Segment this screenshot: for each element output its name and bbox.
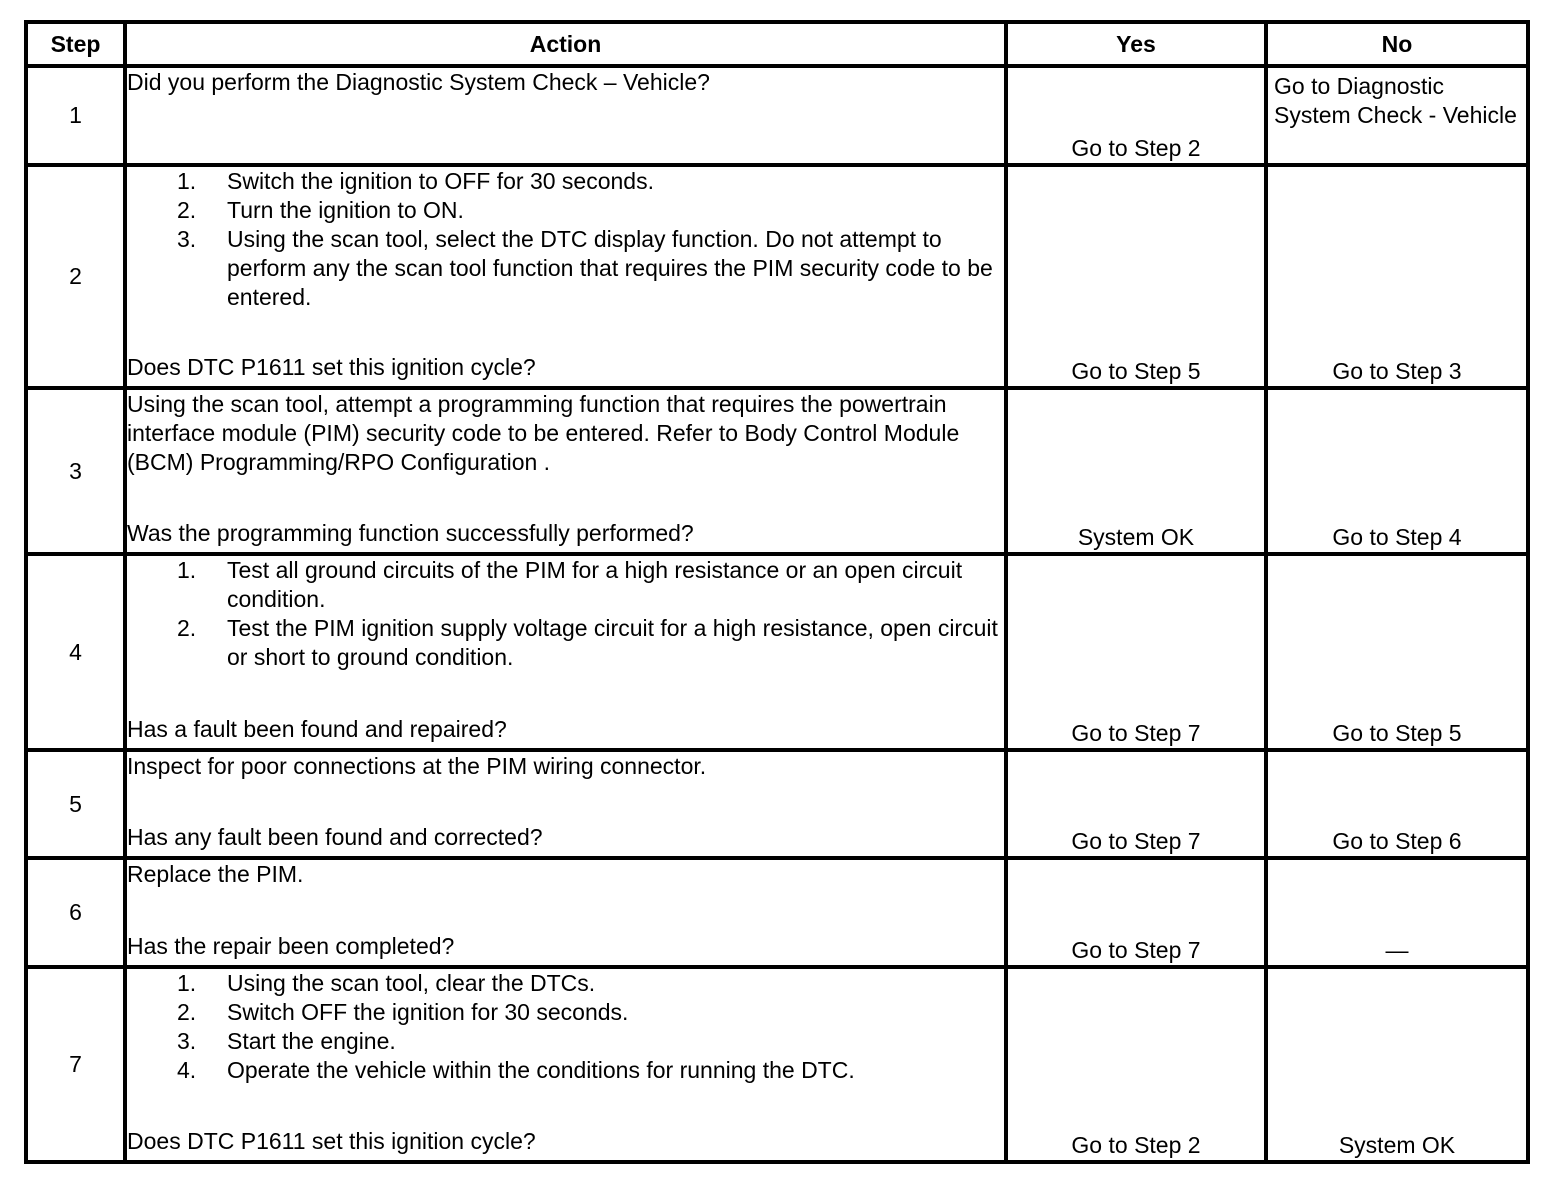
table-row <box>26 165 1528 388</box>
table-row <box>26 554 1528 750</box>
action-cell <box>125 750 1006 858</box>
yes-cell: Go to Step 2 <box>1006 66 1266 165</box>
list-item: 4. Operate the vehicle within the conditions for running the DTC. <box>177 1057 855 1083</box>
no-cell: Go to Step 4 <box>1266 388 1528 554</box>
step-number: 7 <box>26 967 125 1162</box>
header-no: No <box>1266 22 1528 66</box>
header-step: Step <box>26 22 125 66</box>
list-item: 2. Turn the ignition to ON. <box>177 197 464 223</box>
list-item: 1. Test all ground circuits of the PIM for a high resistance or an open circuit condition. <box>177 557 963 612</box>
step-number: 5 <box>26 750 125 858</box>
action-cell <box>125 388 1006 554</box>
action-cell <box>125 967 1006 1162</box>
header-action: Action <box>125 22 1006 66</box>
table-row <box>26 750 1528 858</box>
yes-cell: System OK <box>1006 388 1266 554</box>
yes-cell: Go to Step 7 <box>1006 554 1266 750</box>
no-cell: System OK <box>1266 967 1528 1162</box>
action-question: Has a fault been found and repaired? <box>127 716 507 742</box>
action-question: Does DTC P1611 set this ignition cycle? <box>127 354 536 380</box>
no-cell: Go to Step 3 <box>1266 165 1528 388</box>
action-question: Does DTC P1611 set this ignition cycle? <box>127 1128 536 1154</box>
action-text: Did you perform the Diagnostic System Check – Vehicle? <box>127 69 710 95</box>
diagnostic-table <box>24 20 1530 1164</box>
action-text: Replace the PIM. <box>127 861 304 887</box>
no-cell: — <box>1266 858 1528 967</box>
step-number: 3 <box>26 388 125 554</box>
yes-cell: Go to Step 2 <box>1006 967 1266 1162</box>
step-number: 1 <box>26 66 125 165</box>
no-cell: Go to Diagnostic System Check - Vehicle <box>1266 66 1528 165</box>
action-steps <box>127 167 1004 312</box>
table-row <box>26 66 1528 165</box>
no-cell: Go to Step 5 <box>1266 554 1528 750</box>
action-cell <box>125 858 1006 967</box>
list-item: 2. Test the PIM ignition supply voltage circuit for a high resistance, open circuit or short to ground condition. <box>177 615 998 670</box>
no-cell: Go to Step 6 <box>1266 750 1528 858</box>
list-item: 3. Start the engine. <box>177 1028 396 1054</box>
table-row <box>26 388 1528 554</box>
table-row <box>26 858 1528 967</box>
header-row <box>26 22 1528 66</box>
step-number: 6 <box>26 858 125 967</box>
yes-cell: Go to Step 5 <box>1006 165 1266 388</box>
action-cell <box>125 554 1006 750</box>
list-item: 2. Switch OFF the ignition for 30 seconds. <box>177 999 629 1025</box>
action-text: Using the scan tool, attempt a programming function that requires the powertrain interface module (PIM) security code to be entered. Refer to Body Control Module (BCM) Programming/RPO Configuration . <box>127 391 960 475</box>
action-steps <box>127 556 1004 672</box>
list-item: 3. Using the scan tool, select the DTC display function. Do not attempt to perform any the scan tool function that requires the PIM security code to be entered. <box>177 226 993 310</box>
list-item: 1. Using the scan tool, clear the DTCs. <box>177 970 596 996</box>
step-number: 2 <box>26 165 125 388</box>
list-item: 1. Switch the ignition to OFF for 30 seconds. <box>177 168 654 194</box>
action-cell <box>125 165 1006 388</box>
action-question: Has any fault been found and corrected? <box>127 824 543 850</box>
yes-cell: Go to Step 7 <box>1006 858 1266 967</box>
action-text: Inspect for poor connections at the PIM wiring connector. <box>127 753 707 779</box>
step-number: 4 <box>26 554 125 750</box>
yes-cell: Go to Step 7 <box>1006 750 1266 858</box>
action-steps <box>127 969 1004 1085</box>
table-row <box>26 967 1528 1162</box>
action-question: Was the programming function successfully performed? <box>127 520 694 546</box>
header-yes: Yes <box>1006 22 1266 66</box>
action-question: Has the repair been completed? <box>127 933 455 959</box>
action-cell <box>125 66 1006 165</box>
